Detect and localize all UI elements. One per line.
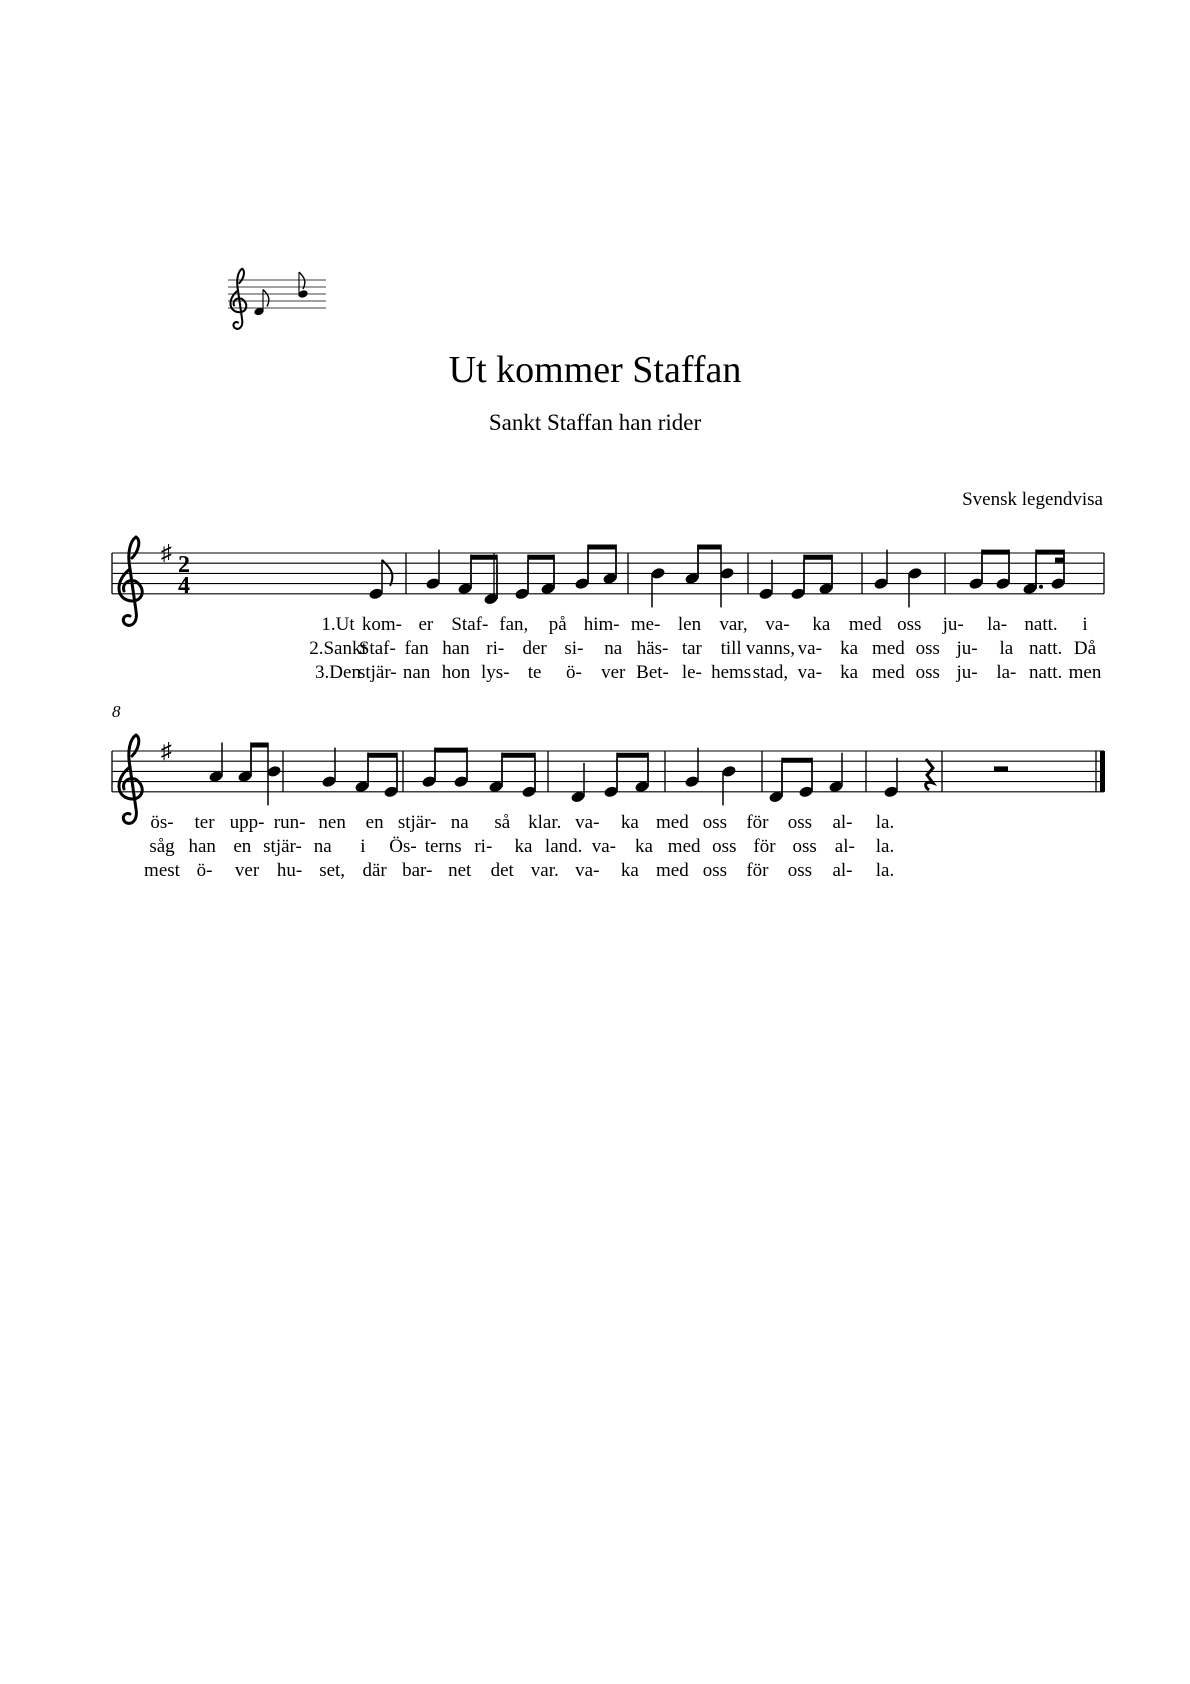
half-rest-icon	[994, 766, 1008, 771]
note-beam-16th	[1055, 558, 1064, 563]
lyric-syllable: oss	[702, 860, 728, 881]
lyric-syllable: si-	[564, 638, 584, 659]
range-low-flag	[263, 290, 269, 307]
lyric-syllable: så	[494, 812, 511, 833]
lyric-syllable: oss	[702, 812, 728, 833]
lyric-syllable: där	[362, 860, 387, 881]
lyric-syllable: stjär-	[397, 812, 437, 833]
lyric-syllable: stjär-	[263, 836, 302, 857]
lyric-syllable: te	[527, 662, 542, 683]
lyric-syllable: na	[313, 836, 332, 857]
lyric-syllable: hu-	[276, 860, 303, 881]
lyric-syllable: la.	[875, 836, 895, 857]
final-barline-thick	[1100, 751, 1105, 792]
lyric-syllable: len	[677, 614, 702, 635]
lyric-syllable: det	[490, 860, 514, 881]
lyric-syllable: Då	[1073, 638, 1097, 659]
lyric-syllable: nan	[402, 662, 431, 683]
piece-title: Ut kommer Staffan	[448, 349, 742, 391]
lyric-syllable: la.	[875, 860, 895, 881]
lyric-syllable: ver	[601, 662, 626, 683]
measure-number: 8	[112, 702, 121, 721]
lyric-syllable: för	[753, 836, 776, 857]
lyric-syllable: ri-	[486, 638, 505, 659]
lyric-syllable: med	[655, 812, 689, 833]
lyric-syllable: me-	[630, 614, 661, 635]
lyric-syllable: oss	[915, 662, 940, 683]
lyric-syllable: upp-	[229, 812, 265, 833]
lyric-syllable: såg	[149, 836, 175, 857]
lyric-syllable: ö-	[565, 662, 582, 683]
note-beam	[251, 743, 268, 748]
lyric-syllable: till	[720, 638, 742, 659]
range-high-flag	[299, 272, 305, 289]
lyric-syllable: la.	[875, 812, 895, 833]
lyric-syllable: med	[667, 836, 701, 857]
lyric-syllable: i	[360, 836, 366, 857]
composer-credit: Svensk legendvisa	[962, 489, 1103, 510]
lyric-syllable: oss	[712, 836, 737, 857]
lyric-syllable: men	[1068, 662, 1102, 683]
lyric-syllable: land.	[544, 836, 583, 857]
lyric-syllable: ka	[812, 614, 831, 635]
note-beam	[435, 748, 467, 753]
lyric-syllable: hems	[711, 662, 752, 683]
lyric-syllable: ös-	[150, 812, 174, 833]
lyric-syllable: la	[999, 638, 1014, 659]
lyric-syllable: hon	[441, 662, 471, 683]
lyric-syllable: 3.Den	[315, 662, 361, 683]
dot	[1039, 585, 1043, 589]
lyric-syllable: stad,	[752, 662, 789, 683]
lyric-syllable: med	[872, 638, 905, 659]
lyric-syllable: natt.	[1024, 614, 1058, 635]
range-treble-clef-icon	[231, 269, 247, 329]
lyric-syllable: 1.Ut	[321, 614, 355, 635]
lyric-syllable: ka	[635, 836, 653, 857]
note-beam	[588, 545, 616, 550]
lyric-syllable: va-	[575, 860, 600, 881]
lyric-syllable: med	[872, 662, 905, 683]
lyric-syllable: kom-	[361, 614, 402, 635]
lyric-syllable: na	[604, 638, 623, 659]
lyric-syllable: vanns,	[745, 638, 796, 659]
staff-system-1	[112, 537, 1104, 683]
lyric-syllable: han	[442, 638, 470, 659]
lyric-syllable: ter	[194, 812, 215, 833]
lyric-syllable: mest	[144, 860, 180, 881]
lyric-syllable: oss	[787, 812, 813, 833]
lyric-syllable: för	[746, 812, 769, 833]
lyric-syllable: nen	[318, 812, 346, 833]
lyric-syllable: i	[1082, 614, 1088, 635]
treble-clef-icon	[119, 735, 142, 823]
note-beam	[368, 753, 397, 758]
lyric-syllable: Ös-	[389, 836, 417, 857]
note-beam	[502, 753, 535, 758]
time-signature-bottom: 4	[178, 573, 190, 599]
lyric-syllable: na	[450, 812, 469, 833]
lyric-syllable: oss	[897, 614, 922, 635]
lyric-syllable: va-	[797, 662, 822, 683]
lyric-syllable: va-	[797, 638, 822, 659]
lyric-syllable: en	[233, 836, 252, 857]
lyric-syllable: natt.	[1029, 662, 1063, 683]
note-beam	[471, 555, 497, 560]
quarter-rest-icon	[926, 759, 933, 790]
lyric-syllable: tar	[681, 638, 702, 659]
lyric-syllable: er	[418, 614, 434, 635]
lyric-syllable: ka	[620, 812, 639, 833]
lyric-syllable: natt.	[1029, 638, 1063, 659]
lyric-syllable: Staf-	[451, 614, 489, 635]
lyric-syllable: var,	[719, 614, 748, 635]
note-beam	[698, 545, 721, 550]
lyric-syllable: häs-	[636, 638, 669, 659]
lyric-syllable: klar.	[528, 812, 562, 833]
lyric-syllable: va-	[575, 812, 600, 833]
range-indicator	[228, 269, 326, 329]
lyric-syllable: ju-	[956, 638, 978, 659]
lyric-syllable: terns	[424, 836, 462, 857]
lyric-syllable: al-	[834, 836, 855, 857]
lyric-syllable: der	[522, 638, 547, 659]
lyric-syllable: al-	[832, 860, 853, 881]
staff-system-2	[112, 735, 1105, 881]
lyric-syllable: ju-	[956, 662, 978, 683]
lyric-syllable: oss	[787, 860, 813, 881]
lyric-syllable: ju-	[942, 614, 964, 635]
lyric-syllable: ri-	[474, 836, 493, 857]
lyric-syllable: 2.Sankt	[309, 638, 367, 659]
note-beam	[528, 555, 554, 560]
lyric-syllable: ka	[514, 836, 533, 857]
lyric-syllable: set,	[319, 860, 346, 881]
lyric-syllable: la-	[996, 662, 1017, 683]
lyric-syllable: lys-	[481, 662, 510, 683]
lyric-syllable: him-	[583, 614, 620, 635]
key-signature-sharp-icon: ♯	[161, 540, 172, 565]
lyric-syllable: med	[848, 614, 882, 635]
lyric-syllable: Bet-	[636, 662, 669, 683]
lyric-syllable: ka	[840, 662, 859, 683]
lyric-syllable: på	[548, 614, 567, 635]
lyric-syllable: oss	[792, 836, 817, 857]
lyric-syllable: la-	[987, 614, 1008, 635]
lyric-syllable: ö-	[196, 860, 213, 881]
note-beam	[617, 753, 648, 758]
lyric-syllable: ka	[840, 638, 859, 659]
lyric-syllable: var.	[530, 860, 559, 881]
lyric-syllable: ka	[620, 860, 639, 881]
note-beam	[1036, 550, 1064, 555]
lyric-syllable: fan	[404, 638, 429, 659]
note-beam	[982, 550, 1009, 555]
lyric-syllable: oss	[915, 638, 940, 659]
lyric-syllable: fan,	[499, 614, 529, 635]
lyric-syllable: va-	[765, 614, 790, 635]
lyric-syllable: stjär-	[357, 662, 397, 683]
lyric-syllable: run-	[273, 812, 306, 833]
lyric-syllable: net	[448, 860, 472, 881]
time-signature-top: 2	[178, 552, 190, 578]
lyric-syllable: ver	[234, 860, 260, 881]
lyric-syllable: för	[746, 860, 769, 881]
key-signature-sharp-icon: ♯	[161, 738, 172, 763]
piece-subtitle: Sankt Staffan han rider	[488, 410, 702, 435]
lyric-syllable: le-	[681, 662, 702, 683]
lyric-syllable: en	[365, 812, 384, 833]
note-beam	[804, 555, 832, 560]
lyric-syllable: med	[655, 860, 689, 881]
lyric-syllable: Staf-	[358, 638, 396, 659]
lyric-syllable: va-	[591, 836, 616, 857]
lyric-syllable: bar-	[402, 860, 433, 881]
lyric-syllable: al-	[832, 812, 853, 833]
treble-clef-icon	[119, 537, 142, 625]
lyric-syllable: han	[188, 836, 216, 857]
note-beam	[782, 758, 812, 763]
